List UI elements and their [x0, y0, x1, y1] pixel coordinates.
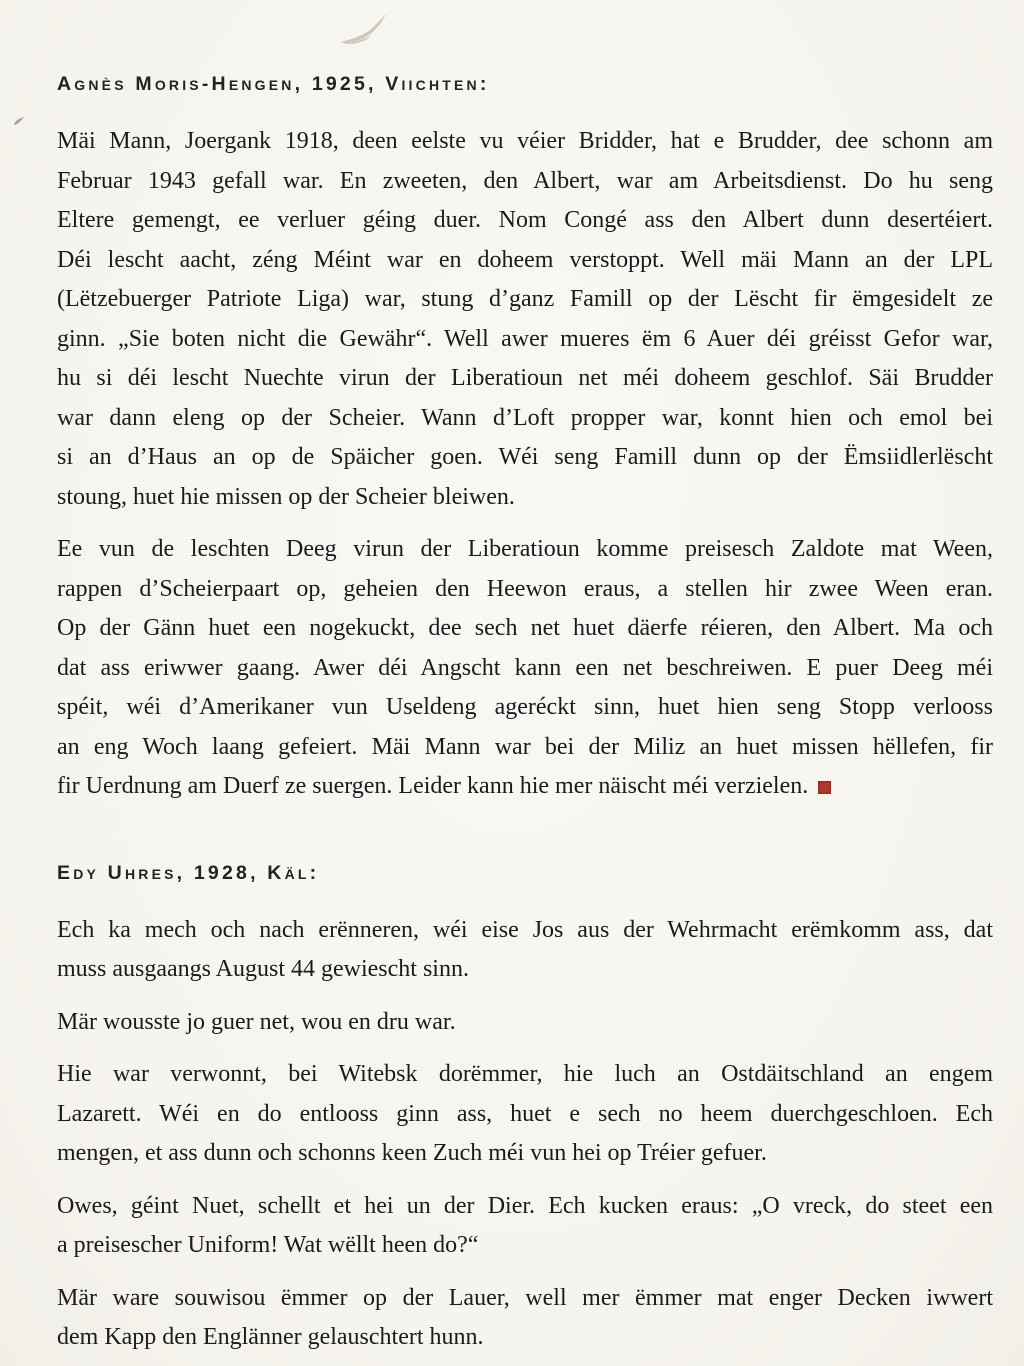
- text-line: dat ass eriwwer gaang. Awer déi Angscht kann een net beschreiwen. E puer Deeg méi: [57, 654, 993, 681]
- text-line: Mär ware souwisou ëmmer op der Lauer, well mer ëmmer mat enger Decken iwwert: [57, 1284, 993, 1311]
- text-line: Eltere gemengt, ee verluer géing duer. Nom Congé ass den Albert dunn desertéiert.: [57, 207, 993, 233]
- text-line: rappen d’Scheierpaart op, geheien den Heewon eraus, a stellen hir zwee Ween eran.: [57, 575, 993, 602]
- section-edy-uhres: [57, 861, 993, 1358]
- text-line: Owes, géint Nuet, schellt et hei un der Dier. Ech kucken eraus: „O vreck, do steet een: [57, 1192, 993, 1219]
- text-line: Mär wousste jo guer net, wou en dru war.: [57, 1008, 456, 1035]
- text-line: an eng Woch laang gefeiert. Mäi Mann war bei der Miliz an huet missen hëllefen, fir: [57, 733, 993, 760]
- text-line: hu si déi lescht Nuechte virun der Liberatioun net méi doheem geschlof. Säi Brudder: [57, 365, 993, 391]
- paragraph: [57, 530, 993, 807]
- text-line: ginn. „Sie boten nicht die Gewähr“. Well awer mueres ëm 6 Auer déi gréisst Gefor war,: [57, 325, 993, 352]
- text-line: Lazarett. Wéi en do entlooss ginn ass, huet e sech no heem duerchgeschloen. Ech: [57, 1100, 993, 1127]
- end-of-story-marker: [818, 781, 831, 794]
- paragraph: [57, 122, 993, 517]
- text-line: Ee vun de leschten Deeg virun der Liberatioun komme preisesch Zaldote mat Ween,: [57, 536, 993, 562]
- section-agnes-moris-hengen: [57, 72, 993, 807]
- scan-smudge-artifact: [336, 10, 392, 50]
- text-line: (Lëtzebuerger Patriote Liga) war, stung d’ganz Famill op der Lëscht fir ëmgesidelt ze: [57, 286, 993, 312]
- section-heading: Agnès Moris-Hengen, 1925, Viichten:: [57, 73, 490, 95]
- text-line: spéit, wéi d’Amerikaner vun Useldeng ageréckt sinn, huet hien seng Stopp verlooss: [57, 694, 993, 720]
- text-line: dem Kapp den Englänner gelauschtert hunn.: [57, 1324, 484, 1350]
- text-line: Ech ka mech och nach erënneren, wéi eise Jos aus der Wehrmacht erëmkomm ass, dat: [57, 916, 993, 943]
- paragraph: [57, 1279, 993, 1358]
- text-line: stoung, huet hie missen op der Scheier bleiwen.: [57, 483, 515, 510]
- section-paragraphs: [57, 122, 993, 807]
- section-paragraphs: [57, 911, 993, 1358]
- text-line: Op der Gänn huet een nogekuckt, dee sech net huet däerfe réieren, den Albert. Ma och: [57, 615, 993, 641]
- text-line: Februar 1943 gefall war. En zweeten, den Albert, war am Arbeitsdienst. Do hu seng: [57, 167, 993, 194]
- text-line: fir Uerdnung am Duerf ze suergen. Leider kann hie mer näischt méi verzielen.: [57, 767, 993, 807]
- text-line: a preisescher Uniform! Wat wëllt heen do?“: [57, 1232, 479, 1258]
- paragraph: [57, 1187, 993, 1266]
- text-line: si an d’Haus an op de Späicher goen. Wéi seng Famill dunn op der Ëmsiidlerlëscht: [57, 444, 993, 470]
- scan-speck-artifact: [11, 115, 27, 127]
- paragraph: [57, 1003, 993, 1043]
- page-content: [57, 72, 993, 1358]
- text-line: Mäi Mann, Joergank 1918, deen eelste vu véier Bridder, hat e Brudder, dee schonn am: [57, 128, 993, 154]
- text-line: war dann eleng op der Scheier. Wann d’Loft propper war, konnt hien och emol bei: [57, 404, 993, 431]
- paragraph: [57, 1055, 993, 1174]
- text-line: Déi lescht aacht, zéng Méint war en doheem verstoppt. Well mäi Mann an der LPL: [57, 246, 993, 273]
- text-line: muss ausgaangs August 44 gewiescht sinn.: [57, 956, 469, 982]
- section-heading: Edy Uhres, 1928, Käl:: [57, 861, 320, 884]
- paragraph: [57, 911, 993, 990]
- text-line: Hie war verwonnt, bei Witebsk dorëmmer, hie luch an Ostdäitschland an engem: [57, 1061, 993, 1087]
- text-line: mengen, et ass dunn och schonns keen Zuch méi vun hei op Tréier gefuer.: [57, 1140, 767, 1166]
